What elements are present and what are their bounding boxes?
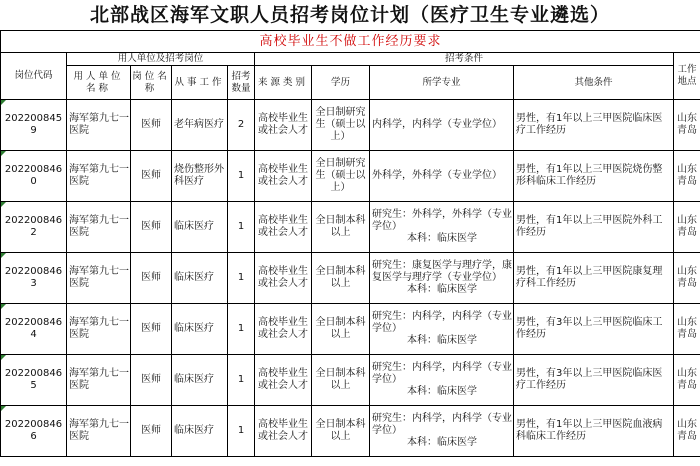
major-text: 研究生：内科学，内科学（专业学位）	[372, 413, 512, 436]
header-place: 工作地点	[674, 53, 700, 100]
header-edu: 学历	[312, 66, 370, 100]
table-row	[1, 355, 700, 406]
table-row	[1, 253, 700, 304]
cell-unit: 海军第九七一医院	[67, 406, 131, 457]
cell-source: 高校毕业生或社会人才	[255, 253, 312, 304]
header-other: 其他条件	[514, 66, 674, 100]
major-undergrad-text: 本科：临床医学	[407, 233, 477, 244]
cell-place: 山东青岛	[674, 253, 700, 304]
cell-other: 男性，有3年以上三甲医院临床工作经历	[514, 304, 674, 355]
cell-post: 医师	[131, 304, 172, 355]
cell-place: 山东青岛	[674, 151, 700, 202]
cell-place: 山东青岛	[674, 355, 700, 406]
cell-work: 临床医疗	[172, 406, 228, 457]
cell-code: 2022008462	[1, 202, 67, 253]
major-text: 外科学，外科学（专业学位）	[372, 170, 502, 181]
cell-post: 医师	[131, 406, 172, 457]
cell-post: 医师	[131, 253, 172, 304]
cell-major	[370, 355, 514, 406]
major-text: 研究生：外科学，外科学（专业学位）	[372, 209, 512, 232]
cell-code: 2022008464	[1, 304, 67, 355]
cell-work: 临床医疗	[172, 253, 228, 304]
cell-code: 2022008459	[1, 100, 67, 151]
cell-unit: 海军第九七一医院	[67, 253, 131, 304]
cell-unit: 海军第九七一医院	[67, 304, 131, 355]
cell-edu: 全日制本科以上	[312, 304, 370, 355]
major-undergrad-text: 本科：临床医学	[407, 386, 477, 397]
cell-count: 1	[228, 304, 255, 355]
cell-unit: 海军第九七一医院	[67, 151, 131, 202]
cell-major	[370, 151, 514, 202]
cell-edu: 全日制本科以上	[312, 253, 370, 304]
cell-unit: 海军第九七一医院	[67, 100, 131, 151]
table-row	[1, 304, 700, 355]
cell-code: 2022008465	[1, 355, 67, 406]
cell-edu: 全日制本科以上	[312, 406, 370, 457]
header-count: 招考数量	[228, 66, 255, 100]
table-row	[1, 100, 700, 151]
major-text: 内科学，内科学（专业学位）	[372, 119, 502, 130]
header-post: 岗位名称	[131, 66, 172, 100]
cell-unit: 海军第九七一医院	[67, 202, 131, 253]
cell-other: 男性，有1年以上三甲医院康复理疗科工作经历	[514, 253, 674, 304]
major-undergrad-text: 本科：临床医学	[407, 437, 477, 448]
cell-count: 1	[228, 151, 255, 202]
cell-source: 高校毕业生或社会人才	[255, 355, 312, 406]
major-text: 研究生：内科学，内科学（专业学位）	[372, 362, 512, 385]
cell-post: 医师	[131, 355, 172, 406]
cell-count: 1	[228, 406, 255, 457]
cell-post: 医师	[131, 151, 172, 202]
table-row	[1, 406, 700, 457]
cell-work: 烧伤整形外科医疗	[172, 151, 228, 202]
cell-major	[370, 304, 514, 355]
cell-major	[370, 202, 514, 253]
cell-other: 男性，有1年以上三甲医院血液病科临床工作经历	[514, 406, 674, 457]
major-undergrad-text: 本科：临床医学	[407, 284, 477, 295]
cell-work: 临床医疗	[172, 202, 228, 253]
cell-work: 临床医疗	[172, 304, 228, 355]
cell-code: 2022008466	[1, 406, 67, 457]
table-row	[1, 202, 700, 253]
cell-major	[370, 253, 514, 304]
cell-post: 医师	[131, 202, 172, 253]
cell-other: 男性，有1年以上三甲医院外科工作经历	[514, 202, 674, 253]
header-code: 岗位代码	[1, 53, 67, 100]
cell-source: 高校毕业生或社会人才	[255, 151, 312, 202]
cell-major	[370, 100, 514, 151]
cell-major	[370, 406, 514, 457]
header-work: 从事工作	[172, 66, 228, 100]
cell-place: 山东青岛	[674, 100, 700, 151]
cell-code: 2022008463	[1, 253, 67, 304]
header-source: 来源类别	[255, 66, 312, 100]
major-text: 研究生：内科学，内科学（专业学位）	[372, 311, 512, 334]
cell-post: 医师	[131, 100, 172, 151]
document-title: 北部战区海军文职人员招考岗位计划（医疗卫生专业遴选）	[89, 4, 610, 26]
cell-source: 高校毕业生或社会人才	[255, 202, 312, 253]
cell-other: 男性，有1年以上三甲医院烧伤整形科临床工作经历	[514, 151, 674, 202]
cell-count: 1	[228, 202, 255, 253]
header-major: 所学专业	[370, 66, 514, 100]
job-table	[0, 30, 700, 457]
cell-count: 1	[228, 355, 255, 406]
cell-source: 高校毕业生或社会人才	[255, 304, 312, 355]
header-cond-group: 招考条件	[255, 53, 674, 66]
cell-edu: 全日制研究生（硕士以上）	[312, 100, 370, 151]
table-row	[1, 151, 700, 202]
note-row	[1, 31, 700, 53]
cell-unit: 海军第九七一医院	[67, 355, 131, 406]
cell-place: 山东青岛	[674, 406, 700, 457]
header-unit: 用人单位名称	[67, 66, 131, 100]
header-row-1	[1, 53, 700, 66]
cell-count: 2	[228, 100, 255, 151]
cell-place: 山东青岛	[674, 304, 700, 355]
cell-other: 男性，有1年以上三甲医院临床医疗工作经历	[514, 100, 674, 151]
cell-work: 临床医疗	[172, 355, 228, 406]
header-row-2	[1, 66, 700, 100]
cell-edu: 全日制本科以上	[312, 355, 370, 406]
major-undergrad-text: 本科：临床医学	[407, 335, 477, 346]
cell-source: 高校毕业生或社会人才	[255, 100, 312, 151]
cell-source: 高校毕业生或社会人才	[255, 406, 312, 457]
cell-edu: 全日制研究生（硕士以上）	[312, 151, 370, 202]
cell-place: 山东青岛	[674, 202, 700, 253]
cell-code: 2022008460	[1, 151, 67, 202]
cell-edu: 全日制本科以上	[312, 202, 370, 253]
major-text: 研究生：康复医学与理疗学，康复医学与理疗学（专业学位）	[372, 260, 512, 283]
note-text: 高校毕业生不做工作经历要求	[1, 31, 700, 53]
cell-work: 老年病医疗	[172, 100, 228, 151]
cell-count: 1	[228, 253, 255, 304]
cell-other: 男性，有3年以上三甲医院临床医疗工作经历	[514, 355, 674, 406]
header-unit-group: 用人单位及招考岗位	[67, 53, 255, 66]
